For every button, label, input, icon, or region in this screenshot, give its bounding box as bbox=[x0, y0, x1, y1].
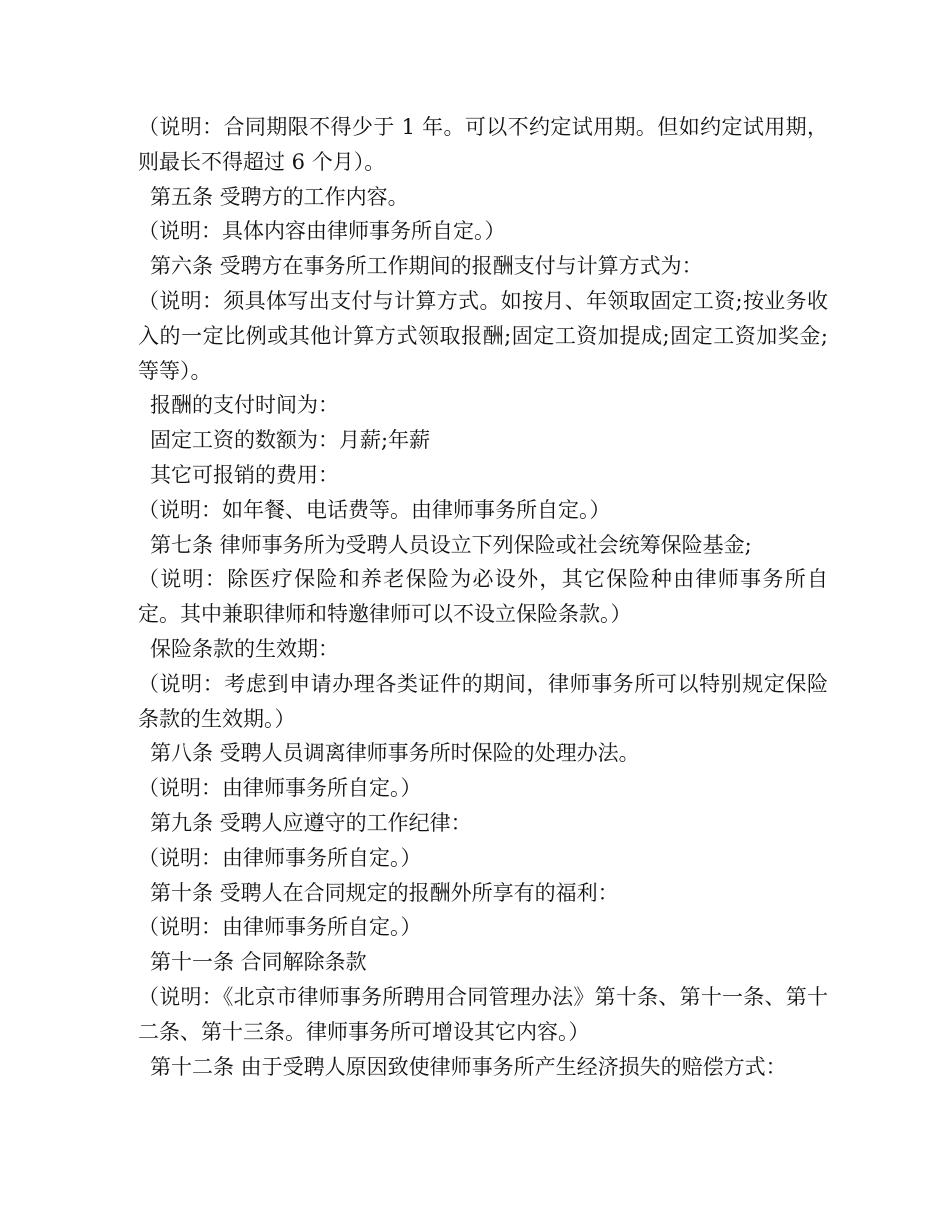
paragraph-note: （说明：由律师事务所自定。） bbox=[138, 776, 422, 801]
paragraph-note: （说明：由律师事务所自定。） bbox=[138, 915, 422, 940]
paragraph-article: 第五条 受聘方的工作内容。 bbox=[150, 184, 409, 209]
paragraph-note: （说明：除医疗保险和养老保险为必设外，其它保险种由律师事务所自定。其中兼职律师和特邀律师可以不设立保险条款。） bbox=[138, 567, 828, 627]
paragraph-clause: 固定工资的数额为：月薪;年薪 bbox=[150, 428, 431, 453]
paragraph-clause: 保险条款的生效期： bbox=[150, 636, 339, 661]
document-body bbox=[138, 110, 828, 1084]
paragraph-article: 第七条 律师事务所为受聘人员设立下列保险或社会统筹保险基金; bbox=[150, 532, 752, 557]
paragraph-note: （说明：合同期限不得少于 1 年。可以不约定试用期。但如约定试用期，则最长不得超过 6 个月）。 bbox=[138, 115, 828, 174]
paragraph-article: 第六条 受聘方在事务所工作期间的报酬支付与计算方式为： bbox=[150, 254, 703, 279]
paragraph-note: （说明：《北京市律师事务所聘用合同管理办法》第十条、第十一条、第十二条、第十三条。律师事务所可增设其它内容。） bbox=[138, 984, 828, 1044]
paragraph-article: 第九条 受聘人应遵守的工作纪律： bbox=[150, 810, 472, 835]
paragraph-note: （说明：如年餐、电话费等。由律师事务所自定。） bbox=[138, 497, 611, 522]
paragraph-clause: 其它可报销的费用： bbox=[150, 462, 339, 487]
paragraph-note: （说明：由律师事务所自定。） bbox=[138, 845, 422, 870]
paragraph-note: （说明：具体内容由律师事务所自定。） bbox=[138, 219, 506, 244]
paragraph-clause: 报酬的支付时间为： bbox=[150, 393, 339, 418]
paragraph-article: 第十二条 由于受聘人原因致使律师事务所产生经济损失的赔偿方式： bbox=[150, 1054, 787, 1079]
paragraph-note: （说明：须具体写出支付与计算方式。如按月、年领取固定工资;按业务收入的一定比例或其他计算方式领取报酬;固定工资加提成;固定工资加奖金;等等）。 bbox=[138, 288, 828, 383]
paragraph-article: 第八条 受聘人员调离律师事务所时保险的处理办法。 bbox=[150, 741, 640, 766]
paragraph-note: （说明：考虑到申请办理各类证件的期间，律师事务所可以特别规定保险条款的生效期。） bbox=[138, 671, 828, 731]
paragraph-article: 第十条 受聘人在合同规定的报酬外所享有的福利： bbox=[150, 880, 619, 905]
paragraph-article: 第十一条 合同解除条款 bbox=[150, 950, 367, 975]
